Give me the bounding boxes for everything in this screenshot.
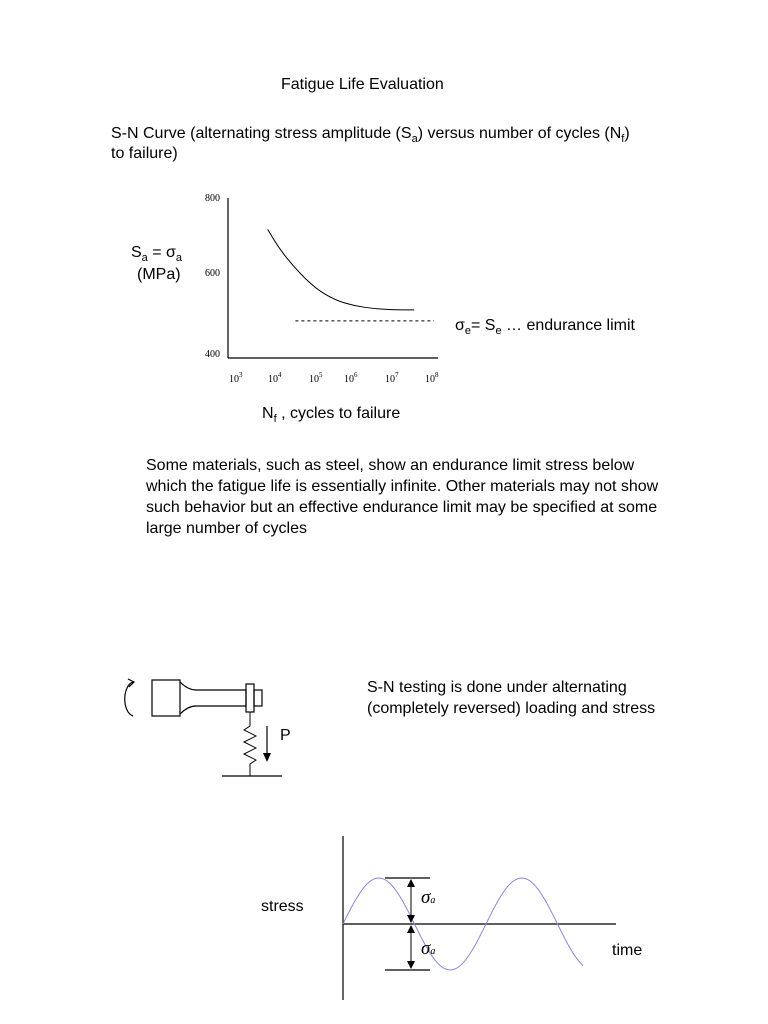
intro-line-2: to failure) bbox=[111, 145, 178, 162]
x-tick-label: $10^3$ bbox=[229, 371, 243, 385]
arrow-up-icon bbox=[407, 879, 415, 887]
page-title: Fatigue Life Evaluation bbox=[281, 76, 444, 93]
intro-sub-f: f bbox=[621, 133, 625, 145]
y-axis-label: $S_a = \sigma_a$ bbox=[131, 244, 183, 264]
intro-text-b: ) versus number of cycles (N bbox=[417, 125, 622, 142]
y-tick-label: 800 bbox=[205, 193, 220, 204]
endurance-limit-label: $\sigma_e= S_e$ … endurance limit bbox=[455, 317, 635, 337]
intro-text-c: ) bbox=[624, 125, 630, 142]
testing-description: S-N testing is done under alternating (completely reversed) loading and stress bbox=[367, 679, 656, 717]
amplitude-label-lower: σa bbox=[421, 938, 436, 959]
stress-axis-label: stress bbox=[261, 898, 304, 915]
arrow-up-icon bbox=[407, 925, 415, 933]
intro-text-a: S-N Curve (alternating stress amplitude (S bbox=[111, 125, 412, 142]
intro-sub-a: a bbox=[411, 133, 418, 145]
load-label: P bbox=[280, 727, 291, 744]
time-axis-label: time bbox=[612, 942, 643, 959]
amplitude-label-upper: σa bbox=[421, 887, 436, 908]
description-paragraph: Some materials, such as steel, show an endurance limit stress below which the fatigue life is essentially infinite. Other materials may not show such behavior but an effective endurance limit may be specified at some large number of cycles bbox=[146, 457, 659, 537]
y-tick-label: 600 bbox=[205, 268, 220, 279]
arrow-down-icon bbox=[407, 961, 415, 969]
y-axis-unit: (MPa) bbox=[137, 266, 181, 283]
x-tick-label: $10^8$ bbox=[425, 371, 439, 385]
x-tick-label: $10^4$ bbox=[268, 371, 282, 385]
x-tick-label: $10^7$ bbox=[385, 371, 399, 385]
x-tick-label: $10^5$ bbox=[309, 371, 323, 385]
y-tick-label: 400 bbox=[205, 349, 220, 360]
x-axis-label: $N_f$ , cycles to failure bbox=[262, 405, 401, 425]
x-tick-label: $10^6$ bbox=[344, 371, 358, 385]
